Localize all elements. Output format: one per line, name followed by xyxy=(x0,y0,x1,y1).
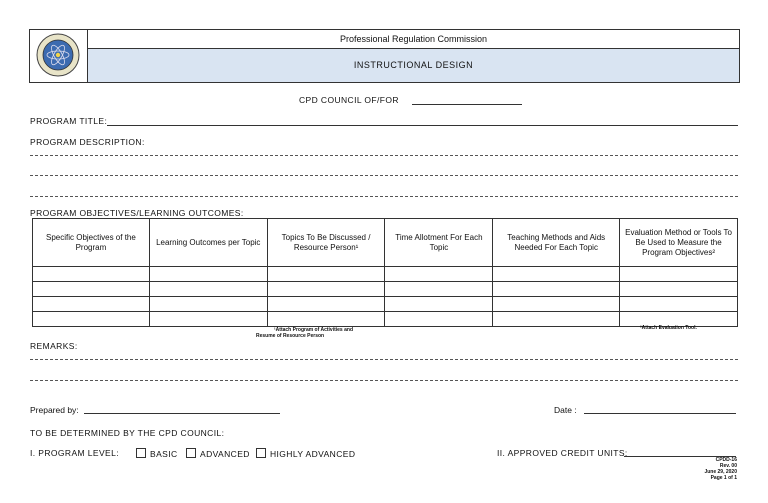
table-cell[interactable] xyxy=(33,282,150,297)
date-label: Date : xyxy=(554,405,577,415)
program-title-input[interactable] xyxy=(107,125,738,126)
footnote-1: ¹Attach Program of Activities and xyxy=(274,327,353,333)
table-cell[interactable] xyxy=(33,297,150,312)
table-cell[interactable] xyxy=(493,312,620,327)
table-cell[interactable] xyxy=(385,282,493,297)
table-cell[interactable] xyxy=(149,267,267,282)
table-cell[interactable] xyxy=(267,312,385,327)
checkbox[interactable] xyxy=(186,448,196,458)
council-label: CPD COUNCIL OF/FOR xyxy=(299,95,399,105)
table-cell[interactable] xyxy=(493,282,620,297)
form-code: CPDD-16 xyxy=(715,457,737,463)
logo-cell xyxy=(30,30,88,82)
program-title-label: PROGRAM TITLE: xyxy=(30,116,108,126)
column-header: Specific Objectives of the Program xyxy=(33,219,150,267)
form-date: June 29, 2020 xyxy=(704,469,737,475)
level-highly-advanced-option[interactable] xyxy=(256,448,355,459)
remarks-label: REMARKS: xyxy=(30,341,78,351)
prc-seal-icon xyxy=(36,33,80,77)
table-row xyxy=(33,267,738,282)
description-line[interactable] xyxy=(30,196,738,197)
description-line[interactable] xyxy=(30,175,738,176)
table-cell[interactable] xyxy=(149,312,267,327)
table-row xyxy=(33,297,738,312)
table-cell[interactable] xyxy=(620,282,738,297)
description-line[interactable] xyxy=(30,155,738,156)
objectives-label: PROGRAM OBJECTIVES/LEARNING OUTCOMES: xyxy=(30,208,244,218)
form-code-block xyxy=(704,457,737,481)
checkbox[interactable] xyxy=(136,448,146,458)
council-input[interactable] xyxy=(412,104,522,105)
table-cell[interactable] xyxy=(385,297,493,312)
org-name: Professional Regulation Commission xyxy=(88,30,739,49)
remarks-line[interactable] xyxy=(30,359,738,360)
page-number: Page 1 of 1 xyxy=(710,475,737,481)
checkbox[interactable] xyxy=(256,448,266,458)
table-cell[interactable] xyxy=(385,312,493,327)
table-cell[interactable] xyxy=(267,282,385,297)
table-cell[interactable] xyxy=(33,312,150,327)
table-cell[interactable] xyxy=(493,267,620,282)
table-row xyxy=(33,282,738,297)
table-cell[interactable] xyxy=(620,297,738,312)
date-input[interactable] xyxy=(584,413,736,414)
table-cell[interactable] xyxy=(620,267,738,282)
prepared-by-label: Prepared by: xyxy=(30,405,79,415)
to-be-determined-label: TO BE DETERMINED BY THE CPD COUNCIL: xyxy=(30,428,225,438)
level-advanced-label: ADVANCED xyxy=(200,449,250,459)
table-cell[interactable] xyxy=(33,267,150,282)
table-cell[interactable] xyxy=(267,297,385,312)
program-description-label: PROGRAM DESCRIPTION: xyxy=(30,137,145,147)
level-basic-option[interactable] xyxy=(136,448,178,459)
table-cell[interactable] xyxy=(385,267,493,282)
column-header: Topics To Be Discussed / Resource Person¹ xyxy=(267,219,385,267)
column-header: Time Allotment For Each Topic xyxy=(385,219,493,267)
objectives-table xyxy=(32,218,738,327)
form-revision: Rev. 00 xyxy=(719,463,737,469)
column-header: Learning Outcomes per Topic xyxy=(149,219,267,267)
footnote-2: ²Attach Evaluation Tool. xyxy=(640,325,697,331)
approved-credit-label: II. APPROVED CREDIT UNITS: xyxy=(497,448,628,458)
column-header: Teaching Methods and Aids Needed For Each Topic xyxy=(493,219,620,267)
level-advanced-option[interactable] xyxy=(186,448,250,459)
remarks-line[interactable] xyxy=(30,380,738,381)
table-cell[interactable] xyxy=(493,297,620,312)
table-cell[interactable] xyxy=(267,267,385,282)
form-header xyxy=(29,29,740,83)
table-header-row xyxy=(33,219,738,267)
document-title: INSTRUCTIONAL DESIGN xyxy=(88,49,739,82)
level-highly-advanced-label: HIGHLY ADVANCED xyxy=(270,449,356,459)
table-row xyxy=(33,312,738,327)
program-level-label: I. PROGRAM LEVEL: xyxy=(30,448,119,458)
footnote-1-cont: Resume of Resource Person xyxy=(256,333,325,339)
table-cell[interactable] xyxy=(149,282,267,297)
level-basic-label: BASIC xyxy=(150,449,178,459)
prepared-by-input[interactable] xyxy=(84,413,280,414)
column-header: Evaluation Method or Tools To Be Used to Measure the Program Objectives² xyxy=(620,219,738,267)
table-cell[interactable] xyxy=(149,297,267,312)
